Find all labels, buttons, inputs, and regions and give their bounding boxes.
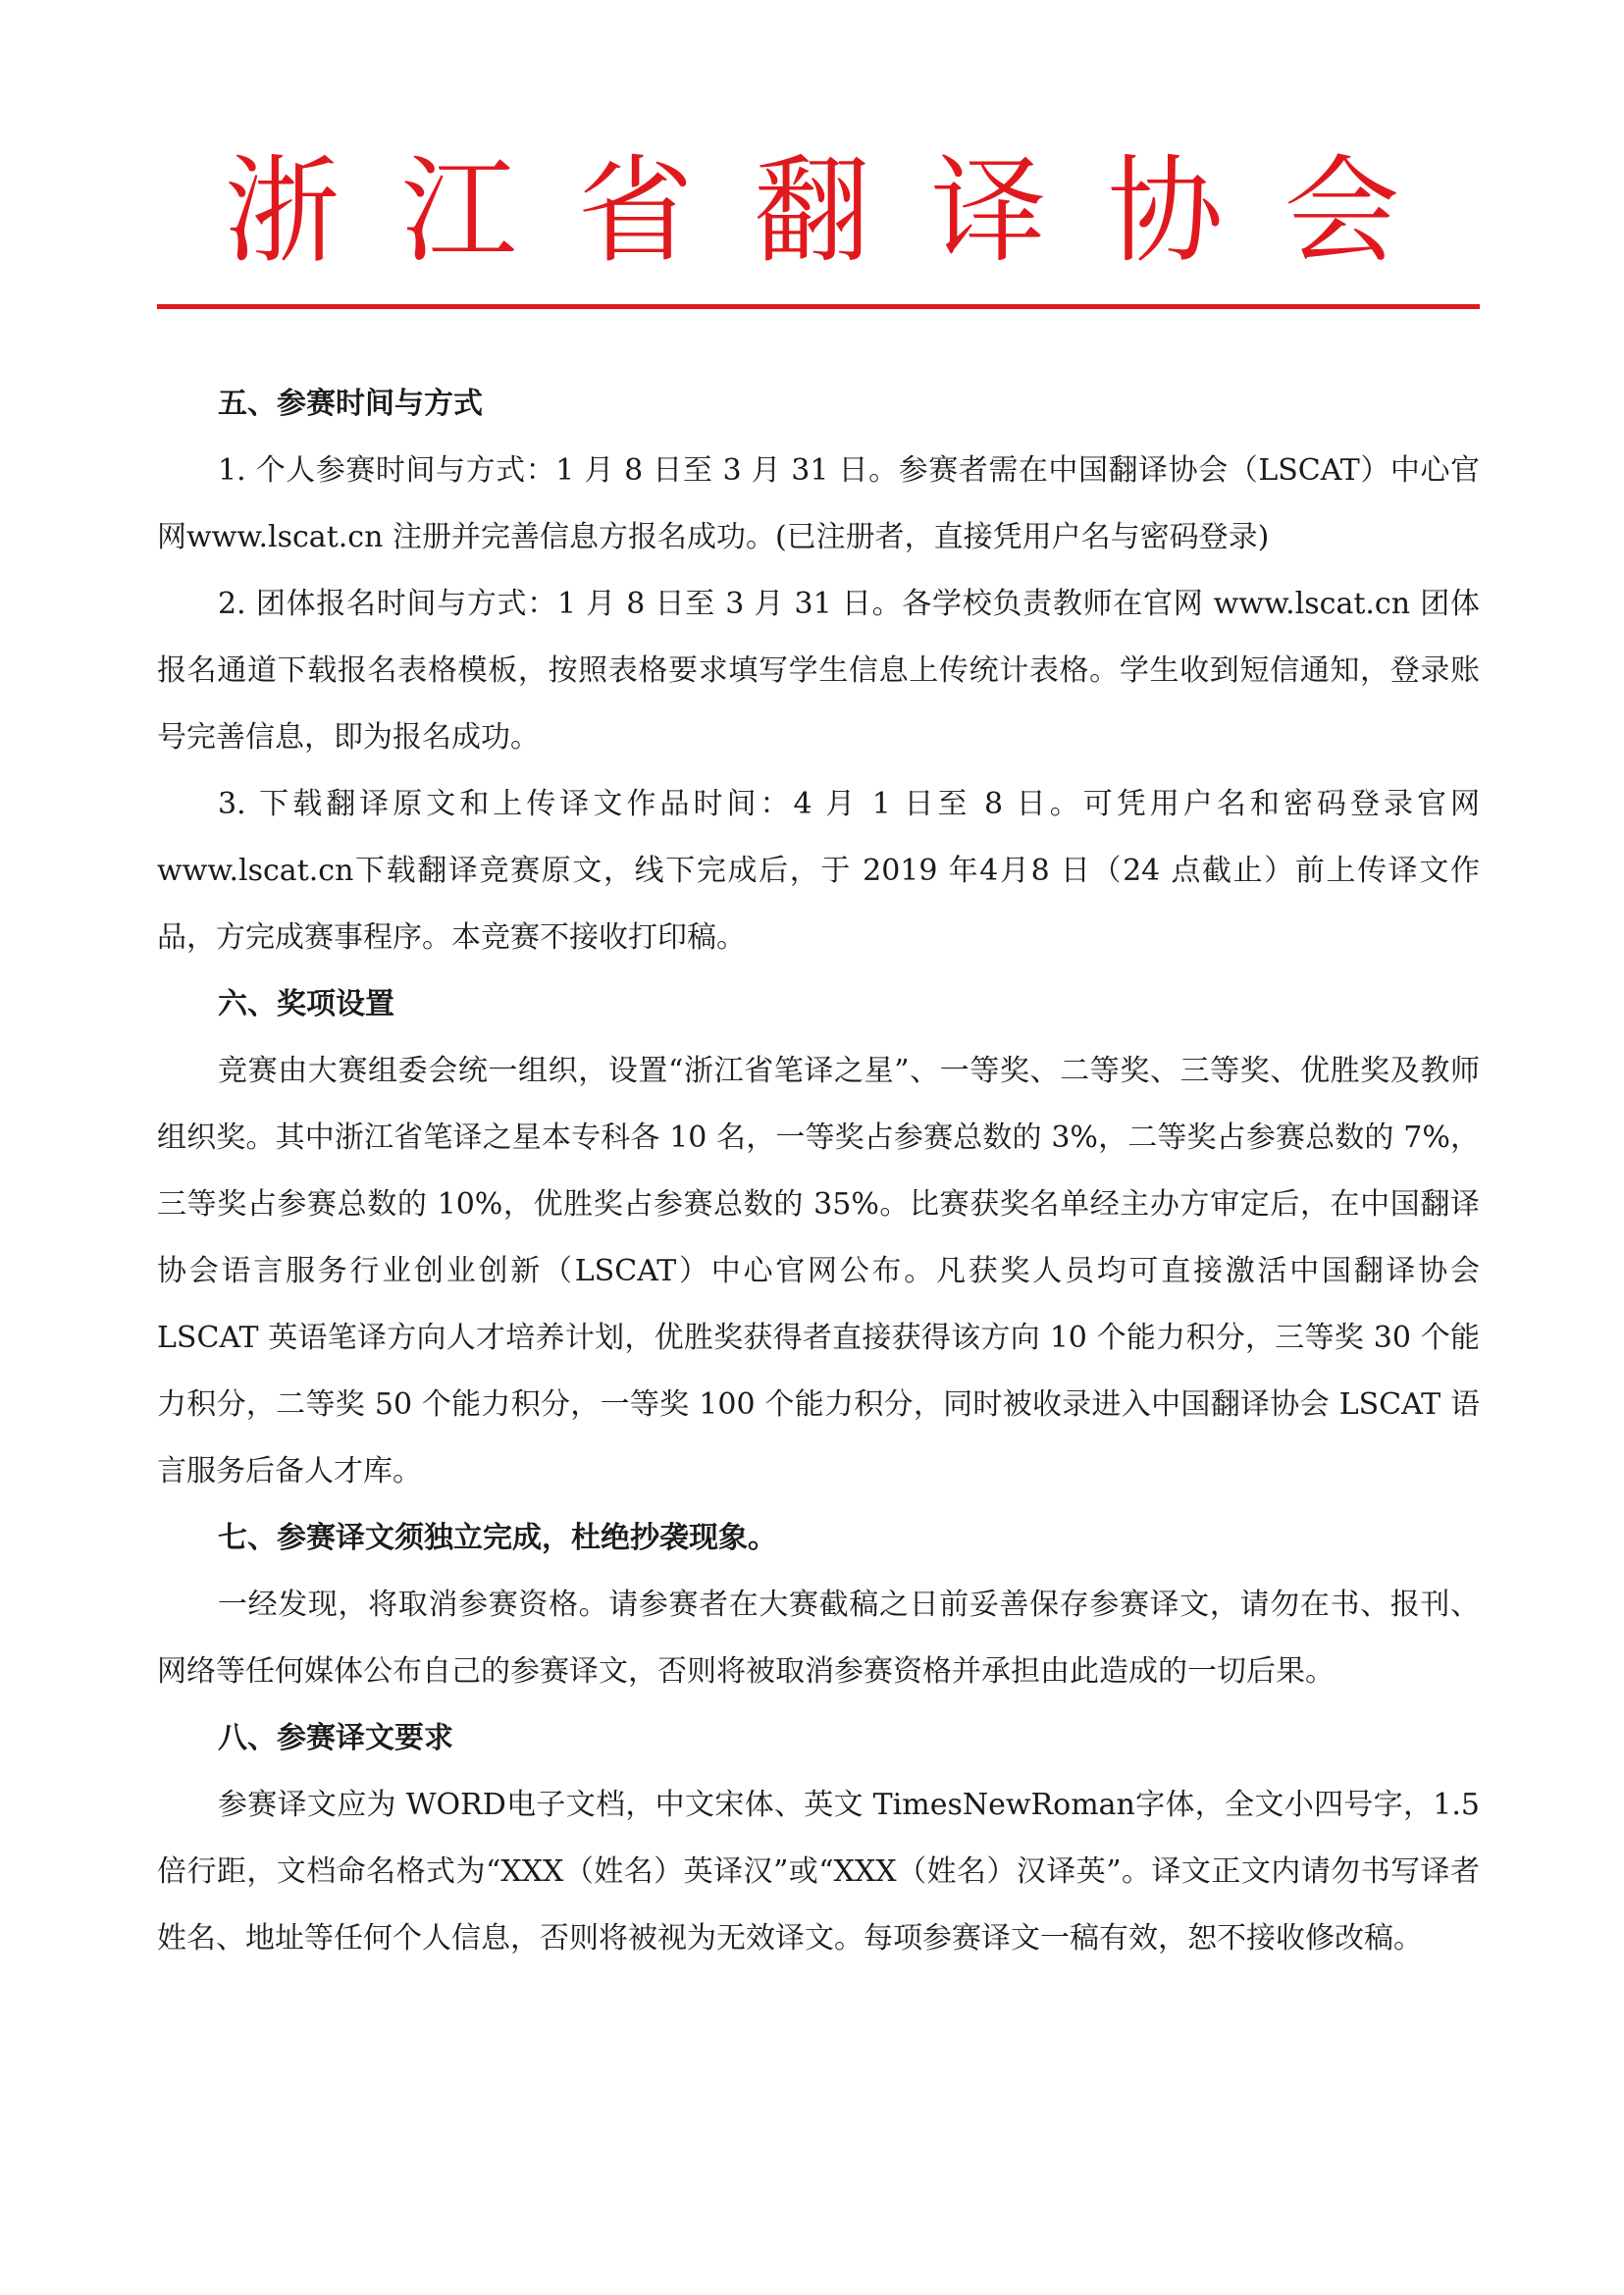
section-heading: 七、参赛译文须独立完成，杜绝抄袭现象。 [218, 1521, 777, 1555]
section-heading: 六、奖项设置 [218, 987, 394, 1021]
letterhead-title: 浙江省翻译协会 [224, 143, 1461, 279]
section-8 [157, 1705, 1480, 1972]
section-heading: 五、参赛时间与方式 [218, 387, 483, 421]
section-7 [157, 1505, 1480, 1705]
paragraph: 参赛译文应为 WORD电子文档，中文宋体、英文 TimesNewRoman字体，全文小四号字，1.5 倍行距，文档命名格式为“XXX（姓名）英译汉”或“XXX（姓名）汉译英”。译文正文内请勿书写译者姓名、地址等任何个人信息，否则将被视为无效译文。每项参赛译文一稿有效，恕不接收修改稿。 [157, 1788, 1480, 1956]
paragraph: 竞赛由大赛组委会统一组织，设置“浙江省笔译之星”、一等奖、二等奖、三等奖、优胜奖及教师组织奖。其中浙江省笔译之星本专科各 10 名，一等奖占参赛总数的 3%，二等奖占参赛总数的 7%，三等奖占参赛总数的 10%，优胜奖占参赛总数的 35%。比赛获奖名单经主办方审定后，在中国翻译协会语言服务行业创业创新（LSCAT）中心官网公布。凡获奖人员均可直接激活中国翻译协会 LSCAT 英语笔译方向人才培养计划，优胜奖获得者直接获得该方向 10 个能力积分，三等奖 30 个能力积分，二等奖 50 个能力积分，一等奖 100 个能力积分，同时被收录进入中国翻译协会 LSCAT 语言服务后备人才库。 [157, 1054, 1480, 1488]
letterhead-rule [157, 304, 1480, 309]
paragraph: 3. 下载翻译原文和上传译文作品时间：4 月 1 日至 8 日。可凭用户名和密码登录官网 www.lscat.cn下载翻译竞赛原文，线下完成后，于 2019 年4月8 日（24 点截止）前上传译文作品，方完成赛事程序。本竞赛不接收打印稿。 [157, 787, 1480, 955]
paragraph: 1. 个人参赛时间与方式：1 月 8 日至 3 月 31 日。参赛者需在中国翻译协会（LSCAT）中心官网www.lscat.cn 注册并完善信息方报名成功。(已注册者，直接凭用户名与密码登录) [157, 453, 1480, 554]
paragraph: 一经发现，将取消参赛资格。请参赛者在大赛截稿之日前妥善保存参赛译文，请勿在书、报刊、网络等任何媒体公布自己的参赛译文，否则将被取消参赛资格并承担由此造成的一切后果。 [157, 1588, 1480, 1689]
section-5 [157, 371, 1480, 971]
paragraph: 2. 团体报名时间与方式：1 月 8 日至 3 月 31 日。各学校负责教师在官网 www.lscat.cn 团体报名通道下载报名表格模板，按照表格要求填写学生信息上传统计表格。学生收到短信通知，登录账号完善信息，即为报名成功。 [157, 587, 1480, 755]
section-heading: 八、参赛译文要求 [218, 1721, 453, 1755]
section-6 [157, 971, 1480, 1505]
document-body [157, 371, 1480, 1972]
